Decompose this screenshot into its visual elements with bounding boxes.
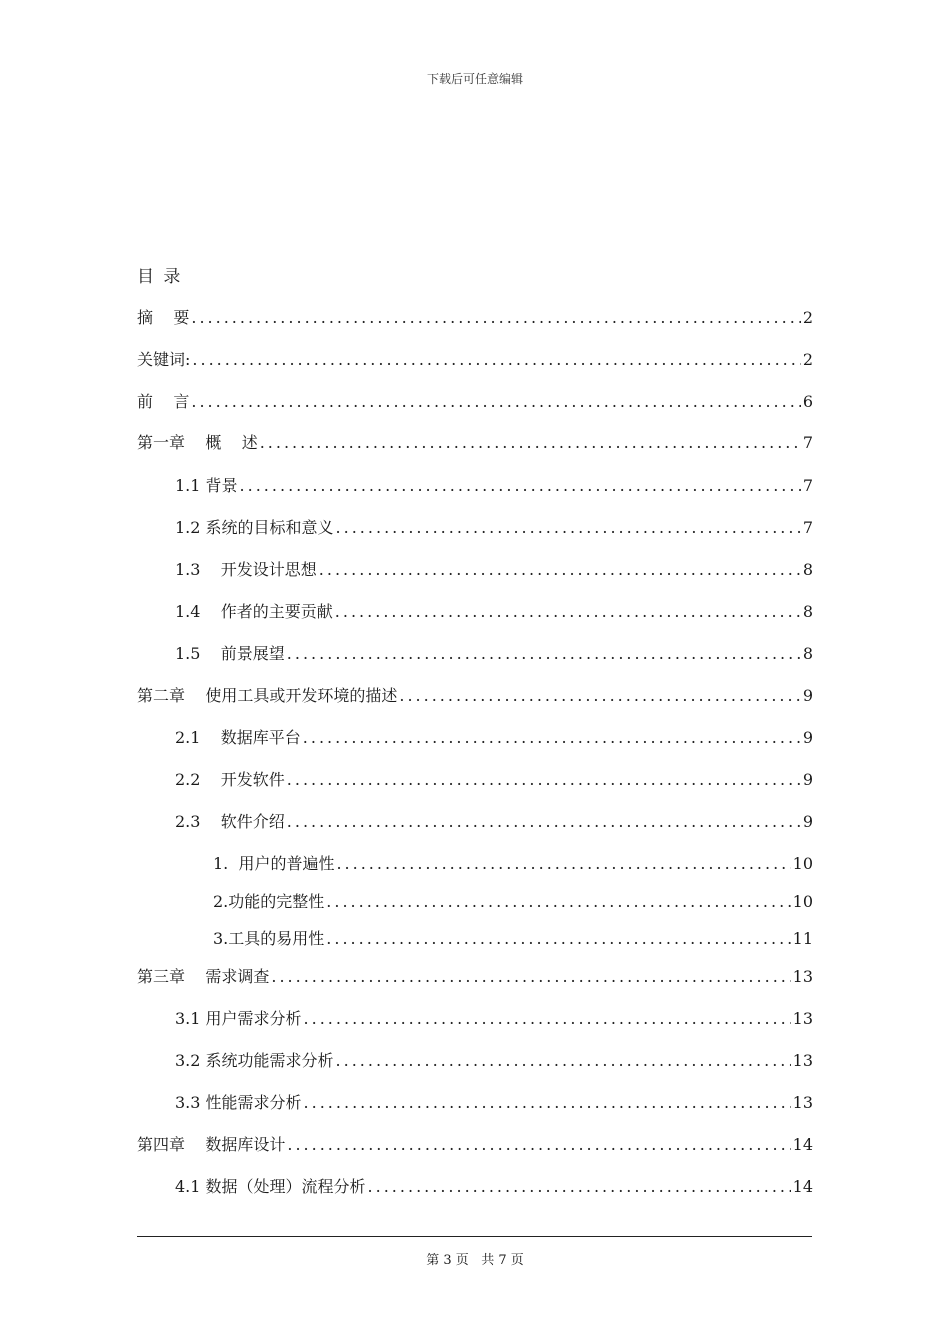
- toc-dot-leader: [326, 890, 790, 914]
- toc-entry-page-number: 13: [792, 967, 813, 986]
- toc-entry[interactable]: [175, 768, 813, 792]
- toc-entry[interactable]: [175, 558, 813, 582]
- toc-entry[interactable]: [137, 306, 813, 330]
- toc-entry[interactable]: [175, 1091, 813, 1115]
- toc-dot-leader: [326, 927, 790, 951]
- toc-entry-label: 2.1 数据库平台: [175, 728, 301, 747]
- toc-entry[interactable]: [175, 474, 813, 498]
- toc-entry-page-number: 14: [792, 1135, 813, 1154]
- toc-dot-leader: [287, 768, 801, 792]
- toc-entry-label: 第三章 需求调查: [137, 967, 270, 986]
- toc-entry[interactable]: [175, 1175, 813, 1199]
- toc-entry-label: 第一章 概 述: [137, 433, 258, 452]
- toc-dot-leader: [304, 1007, 791, 1031]
- toc-entry-page-number: 9: [802, 728, 813, 747]
- toc-entry-page-number: 10: [792, 892, 813, 911]
- toc-dot-leader: [399, 684, 800, 708]
- toc-entry-page-number: 6: [802, 392, 813, 411]
- toc-dot-leader: [336, 852, 790, 876]
- toc-entry-label: 2.功能的完整性: [213, 892, 325, 911]
- toc-entry-page-number: 8: [802, 602, 813, 621]
- toc-entry-label: 3.工具的易用性: [213, 929, 325, 948]
- toc-dot-leader: [335, 600, 801, 624]
- toc-dot-leader: [192, 348, 800, 372]
- toc-entry-page-number: 8: [802, 644, 813, 663]
- toc-entry[interactable]: [175, 516, 813, 540]
- toc-dot-leader: [240, 474, 801, 498]
- toc-entry[interactable]: [137, 965, 813, 989]
- toc-entry-page-number: 11: [792, 929, 813, 948]
- toc-entry[interactable]: [175, 1007, 813, 1031]
- toc-entry-label: 3.1 用户需求分析: [175, 1009, 302, 1028]
- toc-entry[interactable]: [175, 1049, 813, 1073]
- toc-entry-label: 1.3 开发设计思想: [175, 560, 317, 579]
- toc-entry-page-number: 2: [802, 350, 813, 369]
- toc-entry-label: 1.1 背景: [175, 476, 238, 495]
- toc-entry-label: 3.2 系统功能需求分析: [175, 1051, 334, 1070]
- toc-dot-leader: [336, 1049, 791, 1073]
- toc-entry-label: 摘 要: [137, 308, 190, 327]
- toc-entry-page-number: 14: [792, 1177, 813, 1196]
- toc-entry-label: 第二章 使用工具或开发环境的描述: [137, 686, 398, 705]
- toc-entry-page-number: 9: [802, 686, 813, 705]
- toc-dot-leader: [304, 1091, 791, 1115]
- toc-entry-label: 前 言: [137, 392, 190, 411]
- footer-divider: [137, 1236, 812, 1237]
- toc-dot-leader: [191, 306, 800, 330]
- toc-entry[interactable]: [137, 684, 813, 708]
- toc-entry-label: 1. 用户的普遍性: [213, 854, 335, 873]
- toc-entry-label: 3.3 性能需求分析: [175, 1093, 302, 1112]
- toc-entry-page-number: 7: [802, 433, 813, 452]
- toc-dot-leader: [303, 726, 801, 750]
- toc-entry[interactable]: [213, 890, 813, 914]
- toc-dot-leader: [319, 558, 801, 582]
- toc-entry[interactable]: [137, 431, 813, 455]
- page-header: 下载后可任意编辑: [426, 72, 523, 86]
- toc-entry-page-number: 7: [802, 476, 813, 495]
- toc-entry[interactable]: [175, 810, 813, 834]
- toc-dot-leader: [287, 642, 801, 666]
- toc-entry-label: 2.3 软件介绍: [175, 812, 285, 831]
- toc-entry-label: 4.1 数据（处理）流程分析: [175, 1177, 366, 1196]
- toc-title: 目 录: [137, 267, 183, 287]
- toc-entry-page-number: 7: [802, 518, 813, 537]
- toc-entry[interactable]: [175, 600, 813, 624]
- toc-entry-label: 第四章 数据库设计: [137, 1135, 286, 1154]
- toc-entry[interactable]: [137, 390, 813, 414]
- toc-entry[interactable]: [213, 927, 813, 951]
- toc-dot-leader: [336, 516, 801, 540]
- toc-entry-page-number: 2: [802, 308, 813, 327]
- toc-entry-page-number: 9: [802, 770, 813, 789]
- page-footer: 第 3 页 共 7 页: [426, 1253, 524, 1268]
- toc-dot-leader: [260, 431, 801, 455]
- toc-entry[interactable]: [175, 642, 813, 666]
- toc-entry-page-number: 13: [792, 1093, 813, 1112]
- toc-entry[interactable]: [137, 1133, 813, 1157]
- toc-entry-page-number: 8: [802, 560, 813, 579]
- toc-entry-page-number: 10: [792, 854, 813, 873]
- toc-dot-leader: [287, 810, 801, 834]
- toc-entry[interactable]: [137, 348, 813, 372]
- toc-entry-label: 关键词:: [137, 350, 191, 369]
- toc-dot-leader: [191, 390, 800, 414]
- toc-entry-label: 1.4 作者的主要贡献: [175, 602, 333, 621]
- toc-dot-leader: [271, 965, 790, 989]
- toc-entry-page-number: 13: [792, 1009, 813, 1028]
- toc-dot-leader: [368, 1175, 791, 1199]
- toc-dot-leader: [287, 1133, 790, 1157]
- toc-entry-label: 1.2 系统的目标和意义: [175, 518, 334, 537]
- toc-entry-label: 1.5 前景展望: [175, 644, 285, 663]
- toc-entry-label: 2.2 开发软件: [175, 770, 285, 789]
- toc-entry-page-number: 13: [792, 1051, 813, 1070]
- toc-entry[interactable]: [175, 726, 813, 750]
- toc-entry-page-number: 9: [802, 812, 813, 831]
- toc-entry[interactable]: [213, 852, 813, 876]
